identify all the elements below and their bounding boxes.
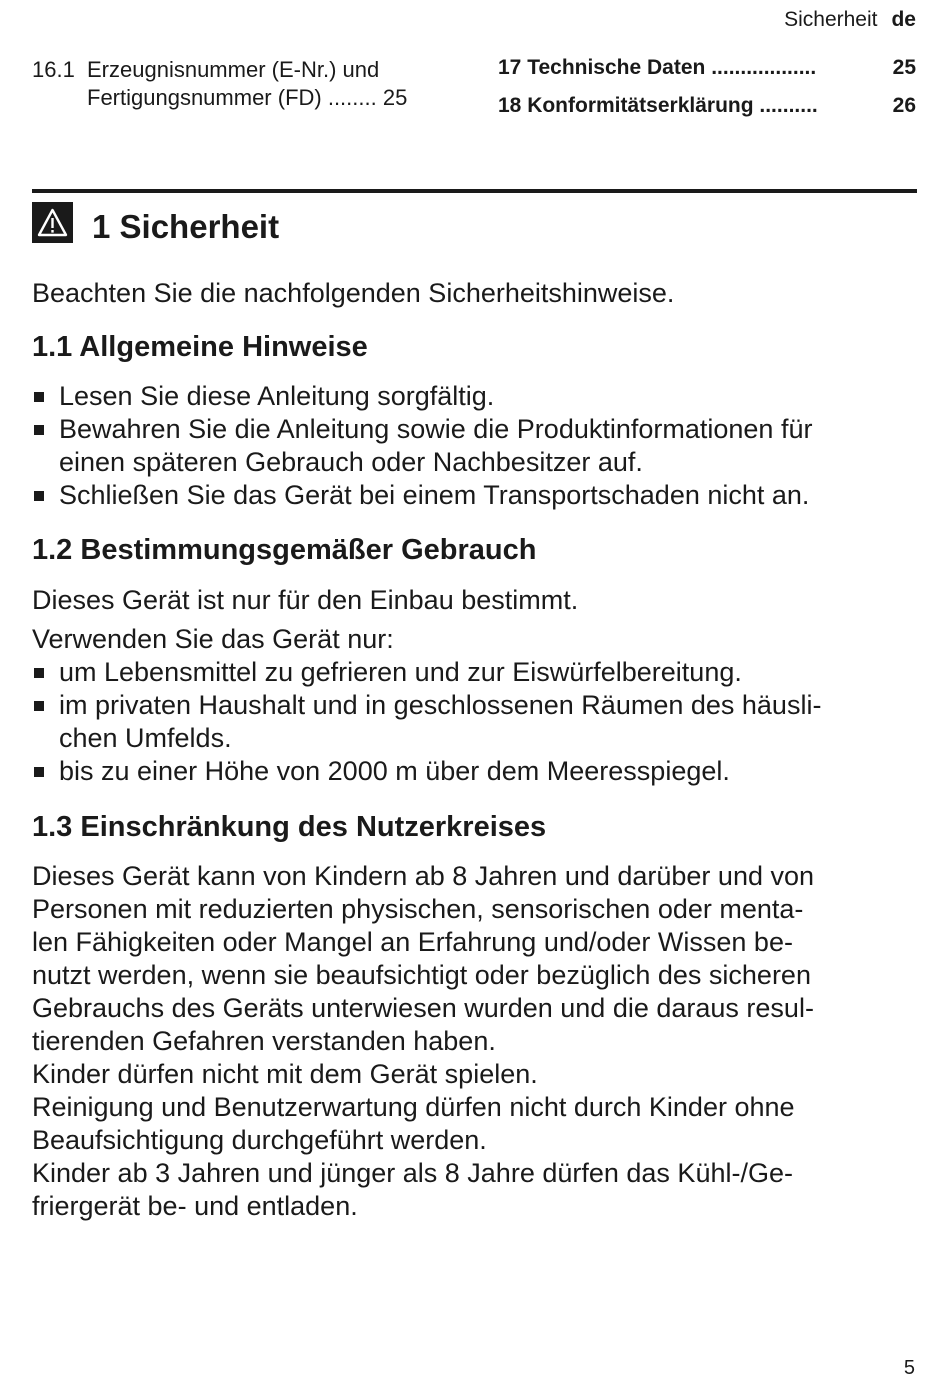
paragraph: Verwenden Sie das Gerät nur: [32, 624, 394, 654]
header-section: Sicherheit [784, 8, 878, 31]
text-line: friergerät be- und entladen. [32, 1191, 358, 1221]
bullet-icon [34, 491, 44, 501]
bullet-icon [34, 392, 44, 402]
text-line: Reinigung und Benutzerwartung dürfen nicht durch Kinder ohne [32, 1092, 795, 1122]
toc-entry-label: 18 Konformitätserklärung .......... [498, 94, 818, 117]
paragraph: Dieses Gerät ist nur für den Einbau bestimmt. [32, 585, 579, 615]
user-restrictions-text [32, 860, 814, 1223]
section-divider [32, 189, 917, 193]
text-line: Beaufsichtigung durchgeführt werden. [32, 1125, 487, 1155]
text-line: Dieses Gerät kann von Kindern ab 8 Jahren und darüber und von [32, 861, 815, 891]
subsection-heading-1-3: 1.3 Einschränkung des Nutzerkreises [32, 811, 547, 843]
warning-triangle-icon [32, 202, 73, 243]
text-line: tierenden Gefahren verstanden haben. [32, 1026, 496, 1056]
running-header [784, 8, 916, 32]
list-item: um Lebensmittel zu gefrieren und zur Eiswürfelbereitung. [32, 656, 821, 689]
text-line: Kinder ab 3 Jahren und jünger als 8 Jahre dürfen das Kühl-/Ge- [32, 1158, 793, 1188]
header-language: de [891, 8, 916, 31]
toc-entry-label: 17 Technische Daten .................. [498, 56, 817, 79]
toc-entry-number: 16.1 [32, 57, 75, 82]
bullet-icon [34, 668, 44, 678]
list-item: Schließen Sie das Gerät bei einem Transportschaden nicht an. [32, 479, 812, 512]
toc-entry-page: 25 [892, 56, 916, 79]
toc-entry-18[interactable] [498, 94, 916, 118]
list-item: bis zu einer Höhe von 2000 m über dem Meeresspiegel. [32, 755, 821, 788]
toc-entry-line1: Erzeugnisnummer (E-Nr.) und [87, 57, 380, 82]
text-line: Gebrauchs des Geräts unterwiesen wurden und die daraus resul- [32, 993, 814, 1023]
text-line: nutzt werden, wenn sie beaufsichtigt oder bezüglich des sicheren [32, 960, 811, 990]
text-line: Personen mit reduzierten physischen, sensorischen oder menta- [32, 894, 804, 924]
list-item: Bewahren Sie die Anleitung sowie die Produktinformationen für einen späteren Gebrauch oder Nachbesitzer auf. [32, 413, 812, 479]
page-number: 5 [903, 1357, 915, 1379]
intended-use-list [32, 656, 821, 788]
bullet-icon [34, 767, 44, 777]
toc-entry-page: 26 [892, 94, 916, 117]
bullet-icon [34, 425, 44, 435]
text-line: Kinder dürfen nicht mit dem Gerät spielen. [32, 1059, 538, 1089]
subsection-heading-1-2: 1.2 Bestimmungsgemäßer Gebrauch [32, 534, 537, 566]
toc-entry-17[interactable] [498, 56, 916, 80]
section-intro: Beachten Sie die nachfolgenden Sicherheitshinweise. [32, 278, 675, 308]
section-title: 1 Sicherheit [92, 208, 280, 245]
list-item: Lesen Sie diese Anleitung sorgfältig. [32, 380, 812, 413]
list-item: im privaten Haushalt und in geschlossenen Räumen des häusli- chen Umfelds. [32, 689, 821, 755]
toc-entry-line2: Fertigungsnummer (FD) ........ 25 [87, 85, 408, 110]
text-line: len Fähigkeiten oder Mangel an Erfahrung und/oder Wissen be- [32, 927, 793, 957]
bullet-icon [34, 701, 44, 711]
general-notes-list [32, 380, 812, 512]
subsection-heading-1-1: 1.1 Allgemeine Hinweise [32, 331, 368, 363]
